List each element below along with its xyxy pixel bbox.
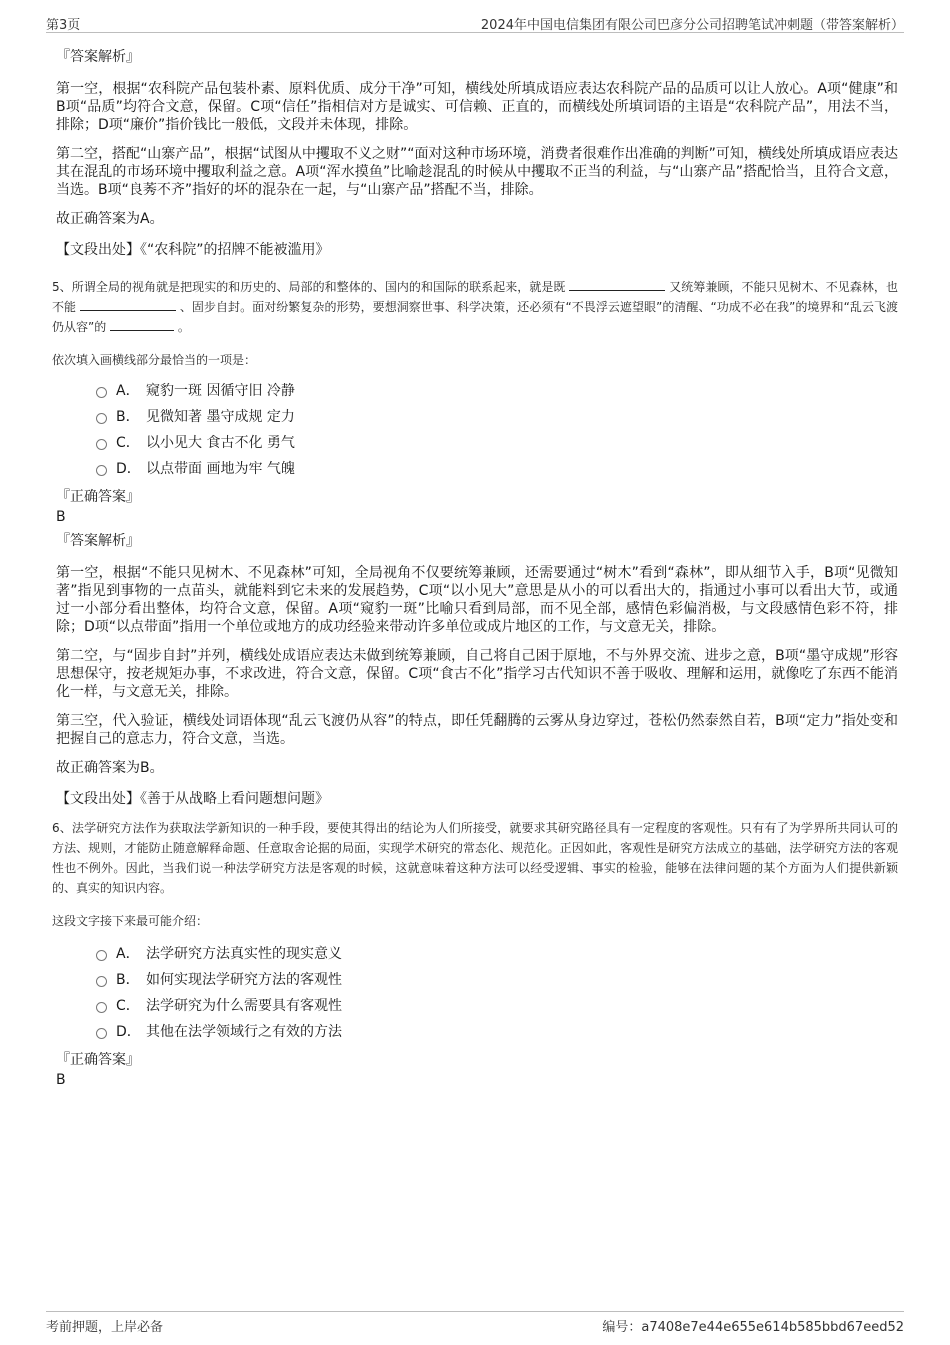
document-title: 2024年中国电信集团有限公司巴彦分公司招聘笔试冲刺题（带答案解析）: [480, 18, 904, 33]
page-header: [46, 12, 904, 33]
radio-icon[interactable]: [96, 387, 107, 398]
question-5-answer: B: [56, 509, 66, 525]
radio-icon[interactable]: [96, 439, 107, 450]
prev-analysis-tag: 『答案解析』: [56, 49, 140, 65]
option-a[interactable]: A． 窥豹一斑 因循守旧 冷静: [96, 378, 898, 404]
question-6-answer: B: [56, 1072, 66, 1088]
radio-icon[interactable]: [96, 976, 107, 987]
radio-icon[interactable]: [96, 465, 107, 476]
document-id: 编号：a7408e7e44e655e614b585bbd67eed52: [602, 1320, 904, 1335]
prev-analysis-para2: 第二空，搭配“山寨产品”，根据“试图从中攫取不义之财”“面对这种市场环境，消费者很难作出准确的判断”可知，横线处所填成语应表达其在混乱的市场环境中攫取利益之意。A项“浑水摸鱼”比喻趁混乱的时候从中攫取不正当的利益，与“山寨产品”搭配恰当，且符合文意，当选。B项“良莠不齐”指好的坏的混杂在一起，与“山寨产品”搭配不当，排除。: [56, 146, 898, 198]
prev-source: 【文段出处】《“农科院”的招牌不能被滥用》: [56, 242, 330, 258]
question-5-conclusion: 故正确答案为B。: [56, 760, 164, 776]
prev-conclusion: 故正确答案为A。: [56, 211, 164, 227]
page-content: [52, 42, 898, 1091]
question-6-ask: 这段文字接下来最可能介绍：: [52, 914, 209, 928]
option-a[interactable]: A． 法学研究方法真实性的现实意义: [96, 941, 898, 967]
question-5-analysis-para3: 第三空，代入验证，横线处词语体现“乱云飞渡仍从容”的特点，即任凭翻腾的云雾从身边穿过，苍松仍然泰然自若，B项“定力”指处变和把握自己的意志力，符合文意，当选。: [56, 713, 898, 747]
option-b[interactable]: B． 见微知著 墨守成规 定力: [96, 404, 898, 430]
question-6-options: [96, 941, 898, 1045]
option-d[interactable]: D． 其他在法学领域行之有效的方法: [96, 1019, 898, 1045]
page-number: 第3页: [46, 18, 81, 33]
question-6-answer-tag: 『正确答案』: [56, 1052, 140, 1068]
blank-1: [569, 278, 665, 291]
question-5-answer-tag: 『正确答案』: [56, 489, 140, 505]
question-6-text: 6、法学研究方法作为获取法学新知识的一种手段，要使其得出的结论为人们所接受，就要求其研究路径具有一定程度的客观性。只有有了为学界所共同认可的方法、规则，才能防止随意解释命题、任意取舍论据的局面，实现学术研究的常态化、规范化。正因如此，客观性是研究方法成立的基础，法学研究方法的客观性也不例外。因此，当我们说一种法学研究方法是客观的时候，这就意味着这种方法可以经受逻辑、事实的检验，能够在法律问题的某个方面为人们提供新颖的、真实的知识内容。: [52, 821, 898, 895]
option-b[interactable]: B． 如何实现法学研究方法的客观性: [96, 967, 898, 993]
question-5-text: 5、所谓全局的视角就是把现实的和历史的、局部的和整体的、国内的和国际的联系起来，就是既 又统筹兼顾，不能只见树木、不见森林，也不能 、固步自封。面对纷繁复杂的形势，要想洞察世事、科学决策，还必须有“不畏浮云遮望眼”的清醒、“功成不必在我”的境界和“乱云飞渡仍从容”的 。: [52, 280, 898, 334]
radio-icon[interactable]: [96, 413, 107, 424]
blank-2: [80, 298, 176, 311]
blank-3: [110, 318, 174, 331]
radio-icon[interactable]: [96, 1028, 107, 1039]
radio-icon[interactable]: [96, 1002, 107, 1013]
question-5-ask: 依次填入画横线部分最恰当的一项是：: [52, 353, 257, 367]
page-footer: [46, 1311, 904, 1336]
option-c[interactable]: C． 以小见大 食古不化 勇气: [96, 430, 898, 456]
option-d[interactable]: D． 以点带面 画地为牢 气魄: [96, 456, 898, 482]
footer-slogan: 考前押题，上岸必备: [46, 1320, 164, 1335]
question-5-analysis-para2: 第二空，与“固步自封”并列，横线处成语应表达未做到统筹兼顾，自己将自己困于原地，不与外界交流、进步之意，B项“墨守成规”形容思想保守，按老规矩办事，不求改进，符合文意，保留。C项“食古不化”指学习古代知识不善于吸收、理解和运用，就像吃了东西不能消化一样，与文意无关，排除。: [56, 648, 898, 700]
radio-icon[interactable]: [96, 950, 107, 961]
question-5-analysis-tag: 『答案解析』: [56, 533, 140, 549]
question-5-source: 【文段出处】《善于从战略上看问题想问题》: [56, 791, 329, 807]
prev-analysis-para1: 第一空，根据“农科院产品包装朴素、原料优质、成分干净”可知，横线处所填成语应表达农科院产品的品质可以让人放心。A项“健康”和B项“品质”均符合文意，保留。C项“信任”指相信对方是诚实、可信赖、正直的，而横线处所填词语的主语是“农科院产品”，用法不当，排除；D项“廉价”指价钱比一般低，文段并未体现，排除。: [56, 81, 898, 133]
question-5-analysis-para1: 第一空，根据“不能只见树木、不见森林”可知，全局视角不仅要统筹兼顾，还需要通过“树木”看到“森林”，即从细节入手，B项“见微知著”指见到事物的一点苗头，就能料到它未来的发展趋势，C项“以小见大”意思是从小的可以看出大的，指通过小事可以看出大节，或通过一小部分看出整体，均符合文意，保留。A项“窥豹一斑”比喻只看到局部，而不见全部，感情色彩偏消极，与文段感情色彩不符，排除；D项“以点带面”指用一个单位或地方的成功经验来带动许多单位或成片地区的工作，与文意无关，排除。: [56, 565, 898, 635]
question-5-options: [96, 378, 898, 482]
option-c[interactable]: C． 法学研究为什么需要具有客观性: [96, 993, 898, 1019]
